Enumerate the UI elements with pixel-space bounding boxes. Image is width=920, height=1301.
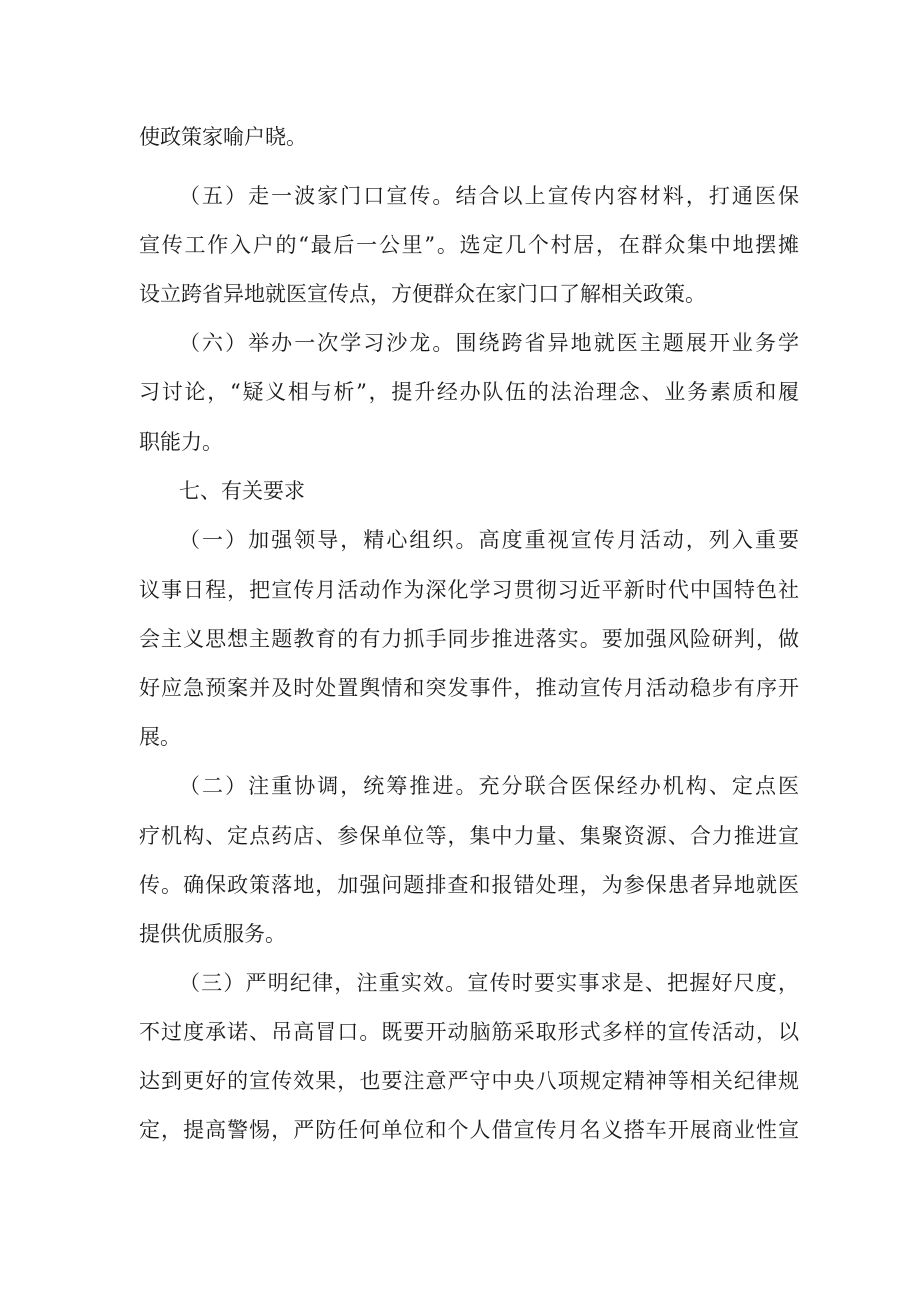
text-line: 不过度承诺、吊高冒口。既要开动脑筋采取形式多样的宣传活动，以 xyxy=(139,1020,799,1044)
text-line: （二）注重协调，统筹推进。充分联合医保经办机构、定点医 xyxy=(179,774,799,798)
text-line: 设立跨省异地就医宣传点，方便群众在家门口了解相关政策。 xyxy=(139,282,706,306)
text-line: 达到更好的宣传效果，也要注意严守中央八项规定精神等相关纪律规 xyxy=(139,1069,799,1093)
text-line: （五）走一波家门口宣传。结合以上宣传内容材料，打通医保 xyxy=(179,184,799,208)
text-line: 使政策家喻户晓。 xyxy=(139,125,307,149)
section-heading: 七、有关要求 xyxy=(179,479,305,503)
text-line: 提供优质服务。 xyxy=(139,922,286,946)
text-line: 展。 xyxy=(139,725,181,749)
text-line: 议事日程，把宣传月活动作为深化学习贯彻习近平新时代中国特色社 xyxy=(139,578,799,602)
text-line: （三）严明纪律，注重实效。宣传时要实事求是、把握好尺度， xyxy=(179,971,799,995)
text-line: 传。确保政策落地，加强问题排查和报错处理，为参保患者异地就医 xyxy=(139,873,799,897)
text-line: 好应急预案并及时处置舆情和突发事件，推动宣传月活动稳步有序开 xyxy=(139,676,799,700)
text-line: 习讨论，“疑义相与析”，提升经办队伍的法治理念、业务素质和履 xyxy=(139,380,799,404)
text-line: 会主义思想主题教育的有力抓手同步推进落实。要加强风险研判，做 xyxy=(139,627,799,651)
text-line: 宣传工作入户的“最后一公里”。选定几个村居，在群众集中地摆摊 xyxy=(139,233,799,257)
text-line: （一）加强领导，精心组织。高度重视宣传月活动，列入重要 xyxy=(179,528,799,552)
text-line: 疗机构、定点药店、参保单位等，集中力量、集聚资源、合力推进宣 xyxy=(139,824,799,848)
text-line: 定，提高警惕，严防任何单位和个人借宣传月名义搭车开展商业性宣 xyxy=(139,1118,799,1142)
text-line: 职能力。 xyxy=(139,430,223,454)
text-line: （六）举办一次学习沙龙。围绕跨省异地就医主题展开业务学 xyxy=(179,331,799,355)
